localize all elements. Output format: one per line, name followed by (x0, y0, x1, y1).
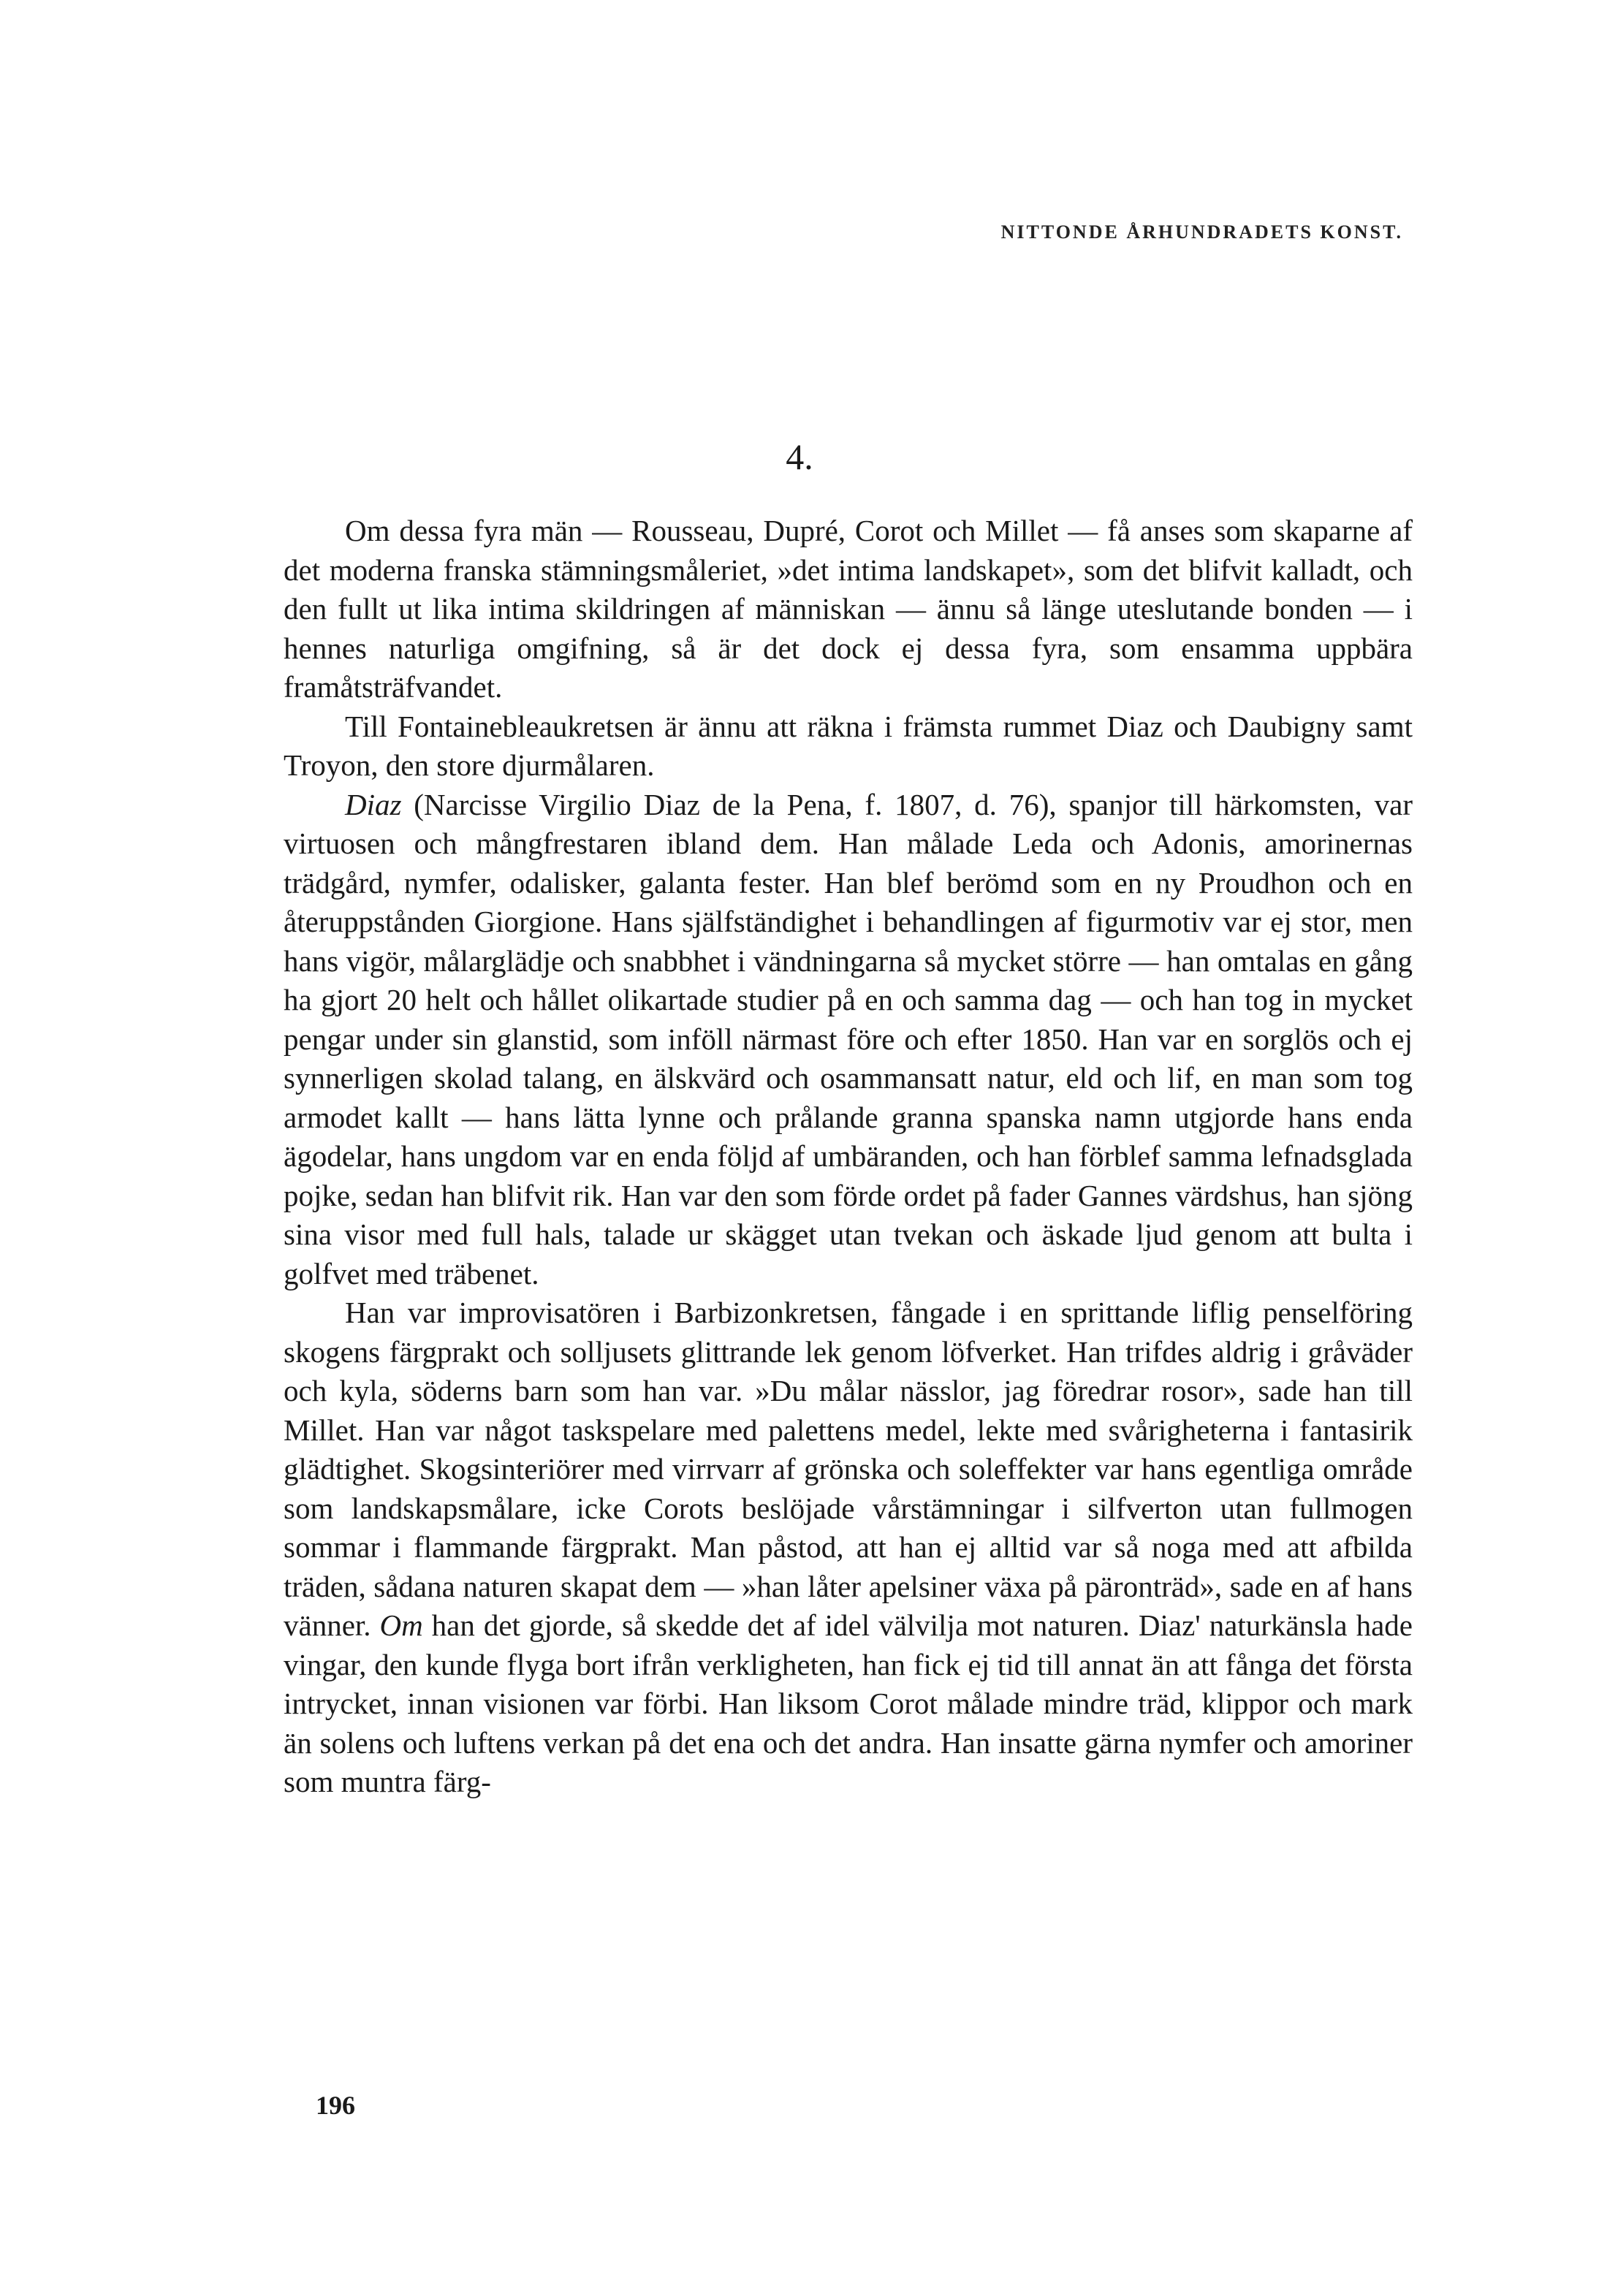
text-segment: Han var improvisatören i Barbizonkretsen, fångade i en sprittande liflig penselföring skogens färgprakt och solljusets glittrande lek genom löfverket. Han trifdes aldrig i gråväder och kyla, söderns barn som han var. »Du målar nässlor, jag föredrar rosor», sade han till Millet. Han var något taskspelare med palettens medel, lekte med svårigheterna i fantasirik glädtighet. Skogsinteriörer med virrvarr af grönska och soleffekter var hans egentliga område som landskapsmålare, icke Corots beslöjade vårstämningar i silfverton utan fullmogen sommar i flammande färgprakt. Man påstod, att han ej alltid var så noga med att afbilda träden, sådana naturen skapat dem — »han låter apelsiner växa på päronträd», sade en af hans vänner. (284, 1296, 1413, 1642)
body-text (284, 512, 1413, 1802)
text-segment: Om dessa fyra män — Rousseau, Dupré, Corot och Millet — få anses som skaparne af det moderna franska stämningsmåleriet, »det intima landskapet», som det blifvit kalladt, och den fullt ut lika intima skildringen af människan — ännu så länge uteslutande bonden — i hennes naturliga omgifning, så är det dock ej dessa fyra, som ensamma uppbära framåtsträfvandet. (284, 514, 1413, 704)
paragraph (284, 512, 1413, 707)
paragraph (284, 1293, 1413, 1802)
text-segment: han det gjorde, så skedde det af idel välvilja mot naturen. Diaz' naturkänsla hade vingar, den kunde flyga bort ifrån verkligheten, han fick ej tid till annat än att fånga det första intrycket, innan visionen var förbi. Han liksom Corot målade mindre träd, klippor och mark än solens och luftens verkan på det ena och det andra. Han insatte gärna nymfer och amoriner som muntra färg- (284, 1608, 1413, 1798)
running-head: NITTONDE ÅRHUNDRADETS KONST. (1000, 221, 1403, 243)
paragraph (284, 707, 1413, 786)
section-number: 4. (786, 436, 813, 477)
text-segment: (Narcisse Virgilio Diaz de la Pena, f. 1807, d. 76), spanjor till härkomsten, var virtuosen och mångfrestaren ibland dem. Han målade Leda och Adonis, amorinernas trädgård, nymfer, odalisker, galanta fester. Han blef berömd som en ny Proudhon och en återuppstånden Giorgione. Hans själfständighet i behandlingen af figurmotiv var ej stor, men hans vigör, målarglädje och snabbhet i vändningarna så mycket större — han omtalas en gång ha gjort 20 helt och hållet olikartade studier på en och samma dag — och han tog in mycket pengar under sin glanstid, som inföll närmast före och efter 1850. Han var en sorglös och ej synnerligen skolad talang, en älskvärd och osammansatt natur, eld och lif, en man som tog armodet kallt — hans lätta lynne och prålande granna spanska namn utgjorde hans enda ägodelar, hans ungdom var en enda följd af umbäranden, och han förblef samma lefnadsglada pojke, sedan han blifvit rik. Han var den som förde ordet på fader Gannes värdshus, han sjöng sina visor med full hals, talade ur skägget utan tvekan och äskade ljud genom att bulta i golfvet med träbenet. (284, 787, 1413, 1290)
italic-word: Om (379, 1608, 423, 1642)
paragraph (284, 786, 1413, 1294)
text-segment: Till Fontainebleaukretsen är ännu att räkna i främsta rummet Diaz och Daubigny samt Troyon, den store djurmålaren. (284, 709, 1413, 782)
italic-name: Diaz (345, 787, 402, 821)
page-number: 196 (316, 2091, 355, 2120)
